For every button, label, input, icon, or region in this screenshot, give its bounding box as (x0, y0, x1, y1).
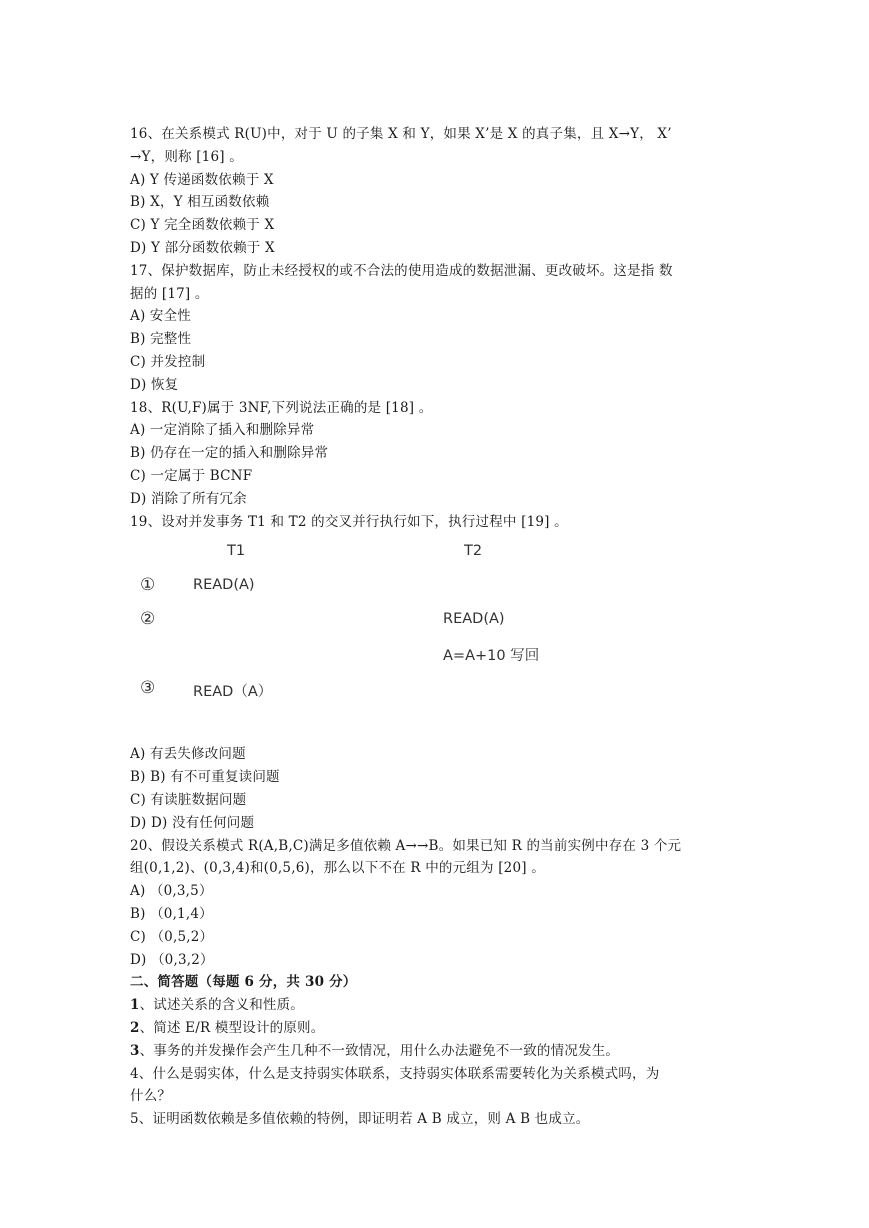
q20-option-d: D) （0,3,2） (130, 951, 214, 968)
t2-header: T2 (464, 543, 483, 560)
q19-option-d: D) D) 没有任何问题 (130, 814, 255, 831)
q18-stem: 18、R(U,F)属于 3NF,下列说法正确的是 [18] 。 (130, 399, 433, 416)
section2-title: 二、简答题（每题 6 分，共 30 分） (130, 974, 357, 991)
section2-item-5: 5、证明函数依赖是多值依赖的特例，即证明若 A B 成立，则 A B 也成立。 (130, 1111, 590, 1128)
q20-stem-line2: 组(0,1,2)、(0,3,4)和(0,5,6)，那么以下不在 R 中的元组为 [20] 。 (130, 860, 545, 877)
q16-option-c: C) Y 完全函数依赖于 X (130, 217, 275, 234)
t1-header: T1 (227, 543, 246, 560)
section2-item-1 (130, 994, 740, 1017)
q18-option-a: A) 一定消除了插入和删除异常 (130, 422, 315, 439)
step2-t2-write: A=A+10 写回 (443, 648, 540, 665)
q17-option-c: C) 并发控制 (130, 353, 206, 370)
step3-t1-op: READ（A） (193, 684, 273, 701)
q19-option-a: A) 有丢失修改问题 (130, 746, 246, 763)
step1-t1-op: READ(A) (193, 577, 255, 594)
section2-item-2 (130, 1017, 740, 1040)
section2-item-3 (130, 1040, 740, 1063)
step1-marker: ① (140, 575, 156, 596)
q16-option-b: B) X，Y 相互函数依赖 (130, 194, 270, 211)
q20-option-a: A) （0,3,5） (130, 883, 213, 900)
section2-item-4-line2: 什么？ (130, 1088, 172, 1105)
step2-marker: ② (140, 609, 156, 630)
q19-option-b: B) B) 有不可重复读问题 (130, 769, 280, 786)
document-page (130, 123, 740, 1131)
q16-option-d: D) Y 部分函数依赖于 X (130, 239, 275, 256)
transaction-schedule-table (130, 537, 740, 743)
item-text: 、简述 E/R 模型设计的原则。 (139, 1019, 325, 1036)
q16-option-a: A) Y 传递函数依赖于 X (130, 171, 274, 188)
q17-option-a: A) 安全性 (130, 308, 192, 325)
step2-t2-read: READ(A) (443, 611, 505, 628)
q18-option-b: B) 仍存在一定的插入和删除异常 (130, 445, 329, 462)
step3-marker: ③ (140, 678, 156, 699)
q20-option-b: B) （0,1,4） (130, 905, 213, 922)
item-number: 2 (130, 1019, 140, 1036)
q17-stem-line2: 据的 [17] 。 (130, 285, 209, 302)
item-text: 、试述关系的含义和性质。 (139, 997, 304, 1014)
q16-stem-line1: 16、在关系模式 R(U)中，对于 U 的子集 X 和 Y，如果 X’是 X 的真子集，且 X→Y， X’ (130, 126, 672, 142)
item-number: 3 (130, 1042, 140, 1059)
q19-option-c: C) 有读脏数据问题 (130, 791, 247, 808)
q19-stem: 19、设对并发事务 T1 和 T2 的交叉并行执行如下，执行过程中 [19] 。 (130, 513, 568, 530)
q17-option-b: B) 完整性 (130, 331, 192, 348)
q17-option-d: D) 恢复 (130, 376, 179, 393)
q20-stem-line1: 20、假设关系模式 R(A,B,C)满足多值依赖 A→→B。如果已知 R 的当前实例中存在 3 个元 (130, 837, 682, 854)
section2-item-4-line1: 4、什么是弱实体，什么是支持弱实体联系，支持弱实体联系需要转化为关系模式吗，为 (130, 1065, 660, 1082)
q18-option-d: D) 消除了所有冗余 (130, 490, 247, 507)
q16-stem-line2: →Y，则称 [16] 。 (130, 148, 243, 165)
item-number: 1 (130, 997, 140, 1014)
q18-option-c: C) 一定属于 BCNF (130, 467, 253, 484)
q20-option-c: C) （0,5,2） (130, 928, 214, 945)
q17-stem-line1: 17、保护数据库，防止未经授权的或不合法的使用造成的数据泄漏、更改破坏。这是指 数 (130, 262, 673, 279)
item-text: 、事务的并发操作会产生几种不一致情况，用什么办法避免不一致的情况发生。 (139, 1042, 620, 1059)
